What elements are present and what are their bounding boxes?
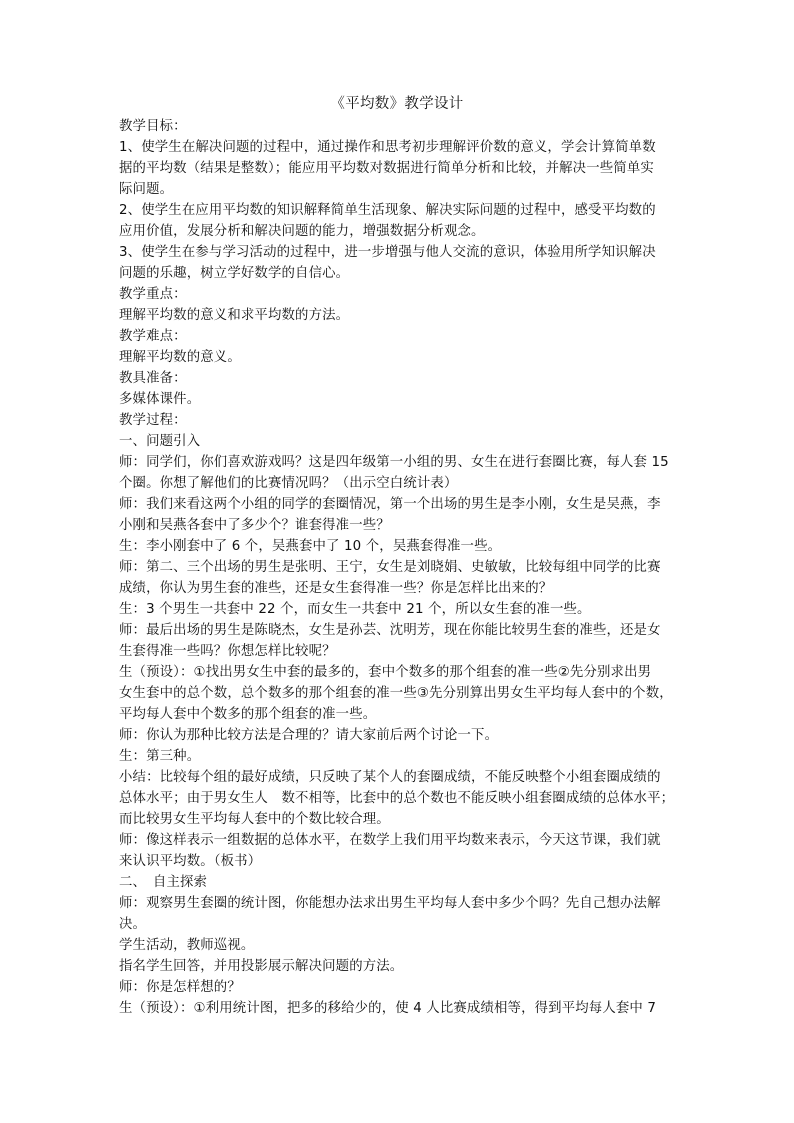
text-line: 师：第二、三个出场的男生是张明、王宁，女生是刘晓娟、史敏敏，比较每组中同学的比赛 bbox=[119, 560, 661, 575]
text-line: 指名学生回答，并用投影展示解决问题的方法。 bbox=[119, 959, 404, 974]
text-line: 总体水平；由于男女生人 数不相等，比套中的总个数也不能反映小组套圈成绩的总体水平； bbox=[119, 791, 675, 806]
text-line: 生：3 个男生一共套中 22 个，而女生一共套中 21 个，所以女生套的准一些。 bbox=[119, 602, 591, 617]
text-line: 平均每人套中个数多的那个组套的准一些。 bbox=[119, 707, 377, 722]
text-line: 际问题。 bbox=[119, 182, 174, 197]
text-line: 师：你是怎样想的？ bbox=[119, 980, 241, 995]
text-line: 师：同学们，你们喜欢游戏吗？这是四年级第一小组的男、女生在进行套圈比赛，每人套 15 bbox=[119, 455, 669, 470]
text-line: 生：第三种。 bbox=[119, 749, 201, 764]
text-line: 1、使学生在解决问题的过程中，通过操作和思考初步理解评价数的意义，学会计算简单数 bbox=[119, 140, 656, 155]
text-line: 女生套中的总个数，总个数多的那个组套的准一些③先分别算出男女生平均每人套中的个数， bbox=[119, 686, 673, 701]
text-line: 师：你认为那种比较方法是合理的？请大家前后两个讨论一下。 bbox=[119, 728, 499, 743]
text-line: 据的平均数（结果是整数）；能应用平均数对数据进行简单分析和比较，并解决一些简单实 bbox=[119, 161, 654, 176]
text-line: 教学目标： bbox=[119, 119, 187, 134]
text-line: 师：观察男生套圈的统计图，你能想办法求出男生平均每人套中多少个吗？先自己想办法解 bbox=[119, 896, 661, 911]
text-line: 个圈。你想了解他们的比赛情况吗？（出示空白统计表） bbox=[119, 476, 458, 491]
text-line: 学生活动，教师巡视。 bbox=[119, 938, 255, 953]
text-line: 师：最后出场的男生是陈晓杰，女生是孙芸、沈明芳，现在你能比较男生套的准些，还是女 bbox=[119, 623, 661, 638]
document-body bbox=[119, 116, 687, 1019]
text-line: 师：我们来看这两个小组的同学的套圈情况，第一个出场的男生是李小刚，女生是吴燕，李 bbox=[119, 497, 661, 512]
text-line: 教学重点： bbox=[119, 287, 187, 302]
text-line: 小刚和吴燕各套中了多少个？谁套得准一些？ bbox=[119, 518, 390, 533]
text-line: 应用价值，发展分析和解决问题的能力，增强数据分析观念。 bbox=[119, 224, 485, 239]
text-line: 来认识平均数。（板书） bbox=[119, 854, 262, 869]
text-line: 多媒体课件。 bbox=[119, 392, 201, 407]
text-line: 理解平均数的意义和求平均数的方法。 bbox=[119, 308, 350, 323]
text-line: 生（预设）：①利用统计图，把多的移给少的，使 4 人比赛成绩相等，得到平均每人套中 7 bbox=[119, 1001, 657, 1016]
text-line: 一、问题引入 bbox=[119, 434, 201, 449]
text-line: 师：像这样表示一组数据的总体水平，在数学上我们用平均数来表示，今天这节课，我们就 bbox=[119, 833, 661, 848]
text-line: 教学难点： bbox=[119, 329, 187, 344]
text-line: 决。 bbox=[119, 917, 147, 932]
text-line: 2、使学生在应用平均数的知识解释简单生活现象、解决实际问题的过程中，感受平均数的 bbox=[119, 203, 656, 218]
text-line: 问题的乐趣，树立学好数学的自信心。 bbox=[119, 266, 350, 281]
text-line: 而比较男女生平均每人套中的个数比较合理。 bbox=[119, 812, 390, 827]
text-line: 3、使学生在参与学习活动的过程中，进一步增强与他人交流的意识，体验用所学知识解决 bbox=[119, 245, 656, 260]
text-line: 生：李小刚套中了 6 个，吴燕套中了 10 个，吴燕套得准一些。 bbox=[119, 539, 502, 554]
text-line: 教学过程： bbox=[119, 413, 187, 428]
text-line: 教具准备： bbox=[119, 371, 187, 386]
text-line: 成绩，你认为男生套的准些，还是女生套得准一些？你是怎样比出来的？ bbox=[119, 581, 553, 596]
text-line: 理解平均数的意义。 bbox=[119, 350, 241, 365]
text-line: 二、 自主探索 bbox=[119, 875, 208, 890]
document-title: 《平均数》教学设计 bbox=[330, 96, 464, 112]
text-line: 小结：比较每个组的最好成绩，只反映了某个人的套圈成绩，不能反映整个小组套圈成绩的 bbox=[119, 770, 661, 785]
text-line: 生套得准一些吗？你想怎样比较呢？ bbox=[119, 644, 336, 659]
text-line: 生（预设）：①找出男女生中套的最多的，套中个数多的那个组套的准一些②先分别求出男 bbox=[119, 665, 652, 680]
